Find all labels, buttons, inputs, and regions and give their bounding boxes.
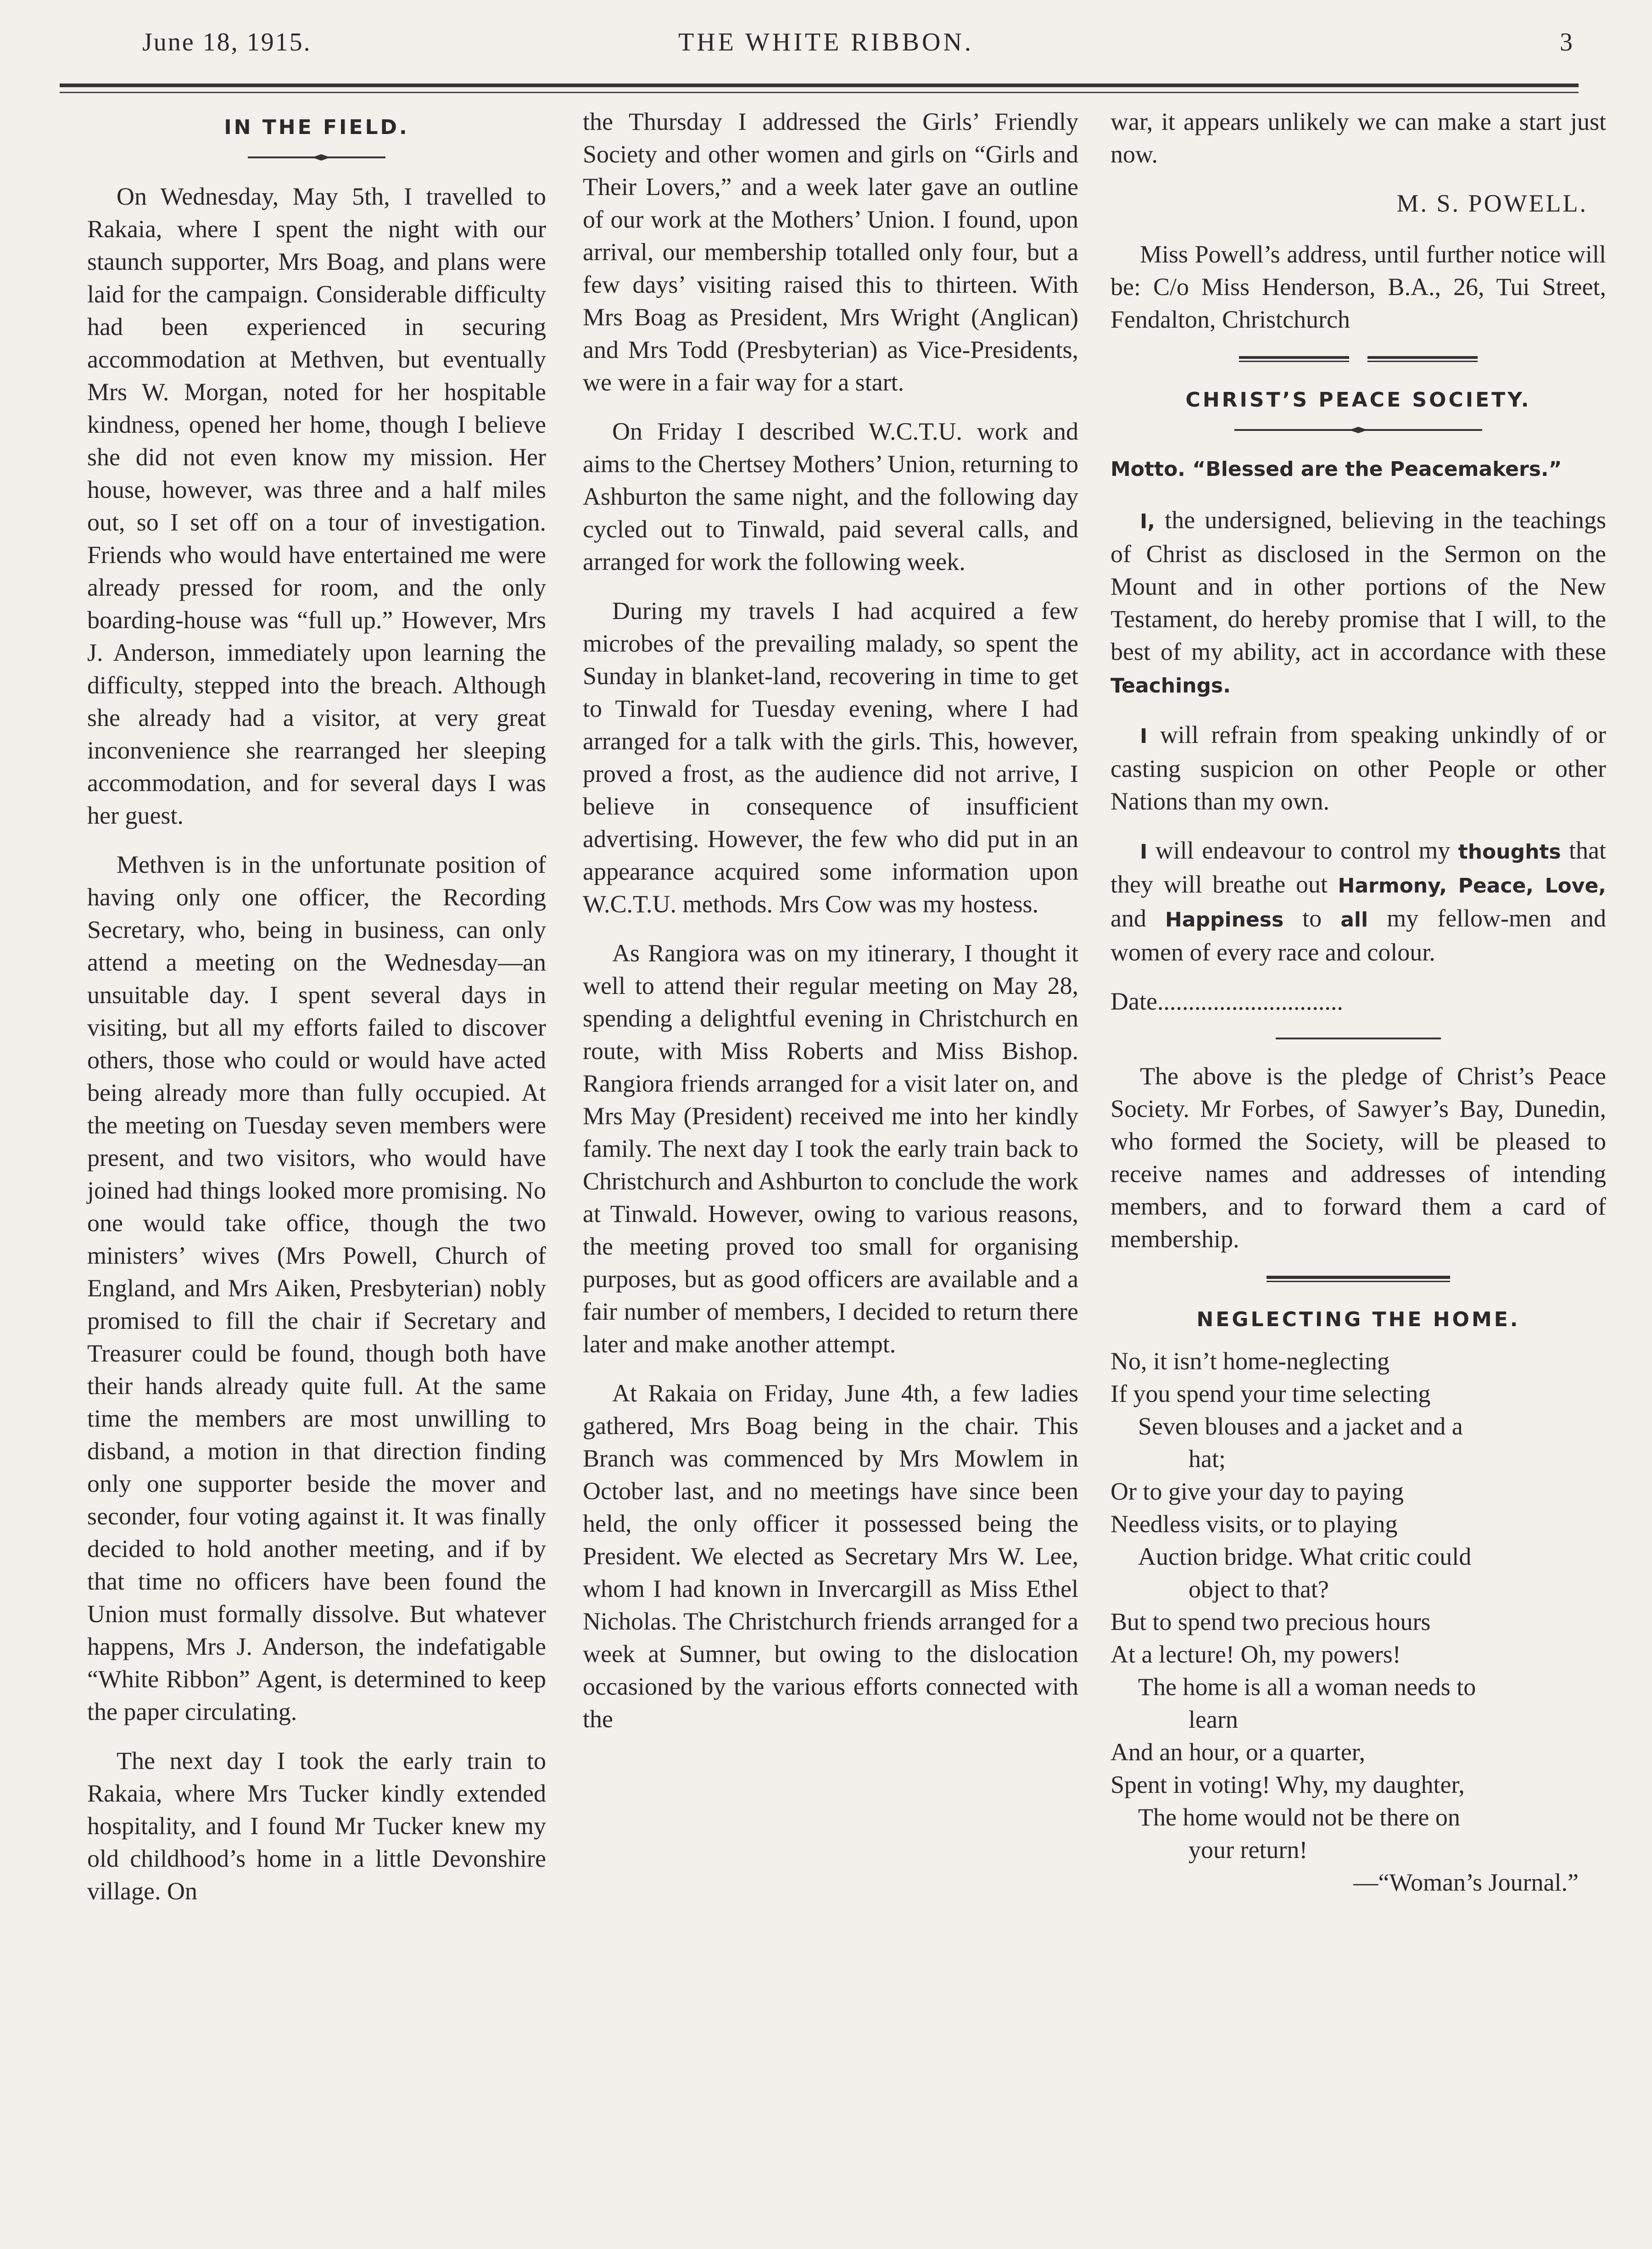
rule-divider [1276, 1036, 1441, 1042]
paragraph: Methven is in the unfortunate position of having only one officer, the Recording Secretary, who, being in business, can only attend a meeting on the Wednesday—an unsuitable day. I spent several days in visiting, but all my efforts failed to discover others, those who could or would have acted being already more than fully occupied. At the meeting on Tuesday seven members were present, and two visitors, who would have joined had things looked more promising. No one would take office, though the two ministers’ wives (Mrs Powell, Church of England, and Mrs Aiken, Presbyterian) nobly promised to fill the chair if Secretary and Treasurer could be found, though both have their hands already quite full. At the same time the members are most unwilling to disband, a motion in that direction finding only one supporter beside the mover and seconder, four voting against it. It was finally decided to hold another meeting, and if by that time no officers have been found the Union must formally dissolve. But whatever happens, Mrs J. Anderson, the indefatigable “White Ribbon” Agent, is determined to keep the paper circulating. [87, 851, 546, 1725]
article-heading: IN THE FIELD. [224, 116, 409, 139]
paragraph: The next day I took the early train to Rakaia, where Mrs Tucker kindly extended hospitality, and I found Mr Tucker knew my old childhood’s home in a little Devonshire village. On [87, 1747, 546, 1905]
poem-line: hat; [1189, 1445, 1226, 1473]
pledge-lead: I, [1140, 510, 1155, 533]
poem-line: your return! [1189, 1836, 1308, 1864]
column-1 [87, 106, 546, 1924]
pledge-paragraph: I, the undersigned, believing in the teachings of Christ as disclosed in the Sermon on the Mount and in other portions of the New Testament, do hereby promise that I will, to the best of my ability, act in accordance with these Teachings. [1111, 506, 1606, 698]
poem [1111, 1345, 1606, 1866]
poem-credit: —“Woman’s Journal.” [1353, 1869, 1579, 1896]
paragraph: war, it appears unlikely we can make a start just now. [1111, 108, 1606, 168]
paragraph: At Rakaia on Friday, June 4th, a few ladies gathered, Mrs Boag being in the chair. This Branch was commenced by Mrs Mowlem in October last, and no meetings have since been held, the only officer it possessed being the President. We elected as Secretary Mrs W. Lee, whom I had known in Invercargill as Miss Ethel Nicholas. The Christchurch friends arranged for a week at Sumner, but owing to the dislocation occasioned by the various efforts connected with the [583, 1379, 1078, 1733]
poem-line: And an hour, or a quarter, [1111, 1738, 1365, 1766]
poem-line: Needless visits, or to playing [1111, 1510, 1398, 1538]
header-rule [60, 84, 1579, 93]
page-number: 3 [1560, 28, 1574, 56]
poem-line: At a lecture! Oh, my powers! [1111, 1641, 1401, 1668]
motto: Motto. “Blessed are the Peacemakers.” [1111, 458, 1562, 481]
paragraph: As Rangiora was on my itinerary, I thought it well to attend their regular meeting on May 28, spending a delightful evening in Christchurch en route, with Miss Roberts and Miss Bishop. Rangiora friends arranged for a visit later on, and Mrs May (President) received me into her kindly family. The next day I took the early train back to Christchurch and Ashburton to conclude the work at Tinwald. However, owing to various reasons, the meeting proved too small for organising purposes, but as good officers are available and a fair number of members, I decided to return there later and make another attempt. [583, 939, 1078, 1358]
column-2 [583, 106, 1078, 1752]
ornament-divider [248, 153, 385, 162]
poem-line: If you spend your time selecting [1111, 1380, 1431, 1407]
column-3 [1111, 106, 1606, 1899]
poem-line: Or to give your day to paying [1111, 1478, 1404, 1505]
paragraph: During my travels I had acquired a few microbes of the prevailing malady, so spent the Sunday in blanket-land, recovering in time to get to Tinwald for Tuesday evening, where I had arranged for a talk with the girls. This, however, proved a frost, as the audience did not arrive, I believe in consequence of insufficient advertising. However, the few who did put in an appearance acquired some information upon W.C.T.U. methods. Mrs Cow was my hostess. [583, 597, 1078, 918]
newspaper-title: THE WHITE RIBBON. [678, 28, 974, 56]
paragraph: On Friday I described W.C.T.U. work and aims to the Chertsey Mothers’ Union, returning to Ashburton the same night, and the following day cycled out to Tinwald, paid several calls, and arranged for work the following week. [583, 418, 1078, 575]
poem-line: learn [1189, 1706, 1238, 1733]
double-rule-divider [1267, 1274, 1450, 1285]
paragraph: On Wednesday, May 5th, I travelled to Rakaia, where I spent the night with our staunch supporter, Mrs Boag, and plans were laid for the campaign. Considerable difficulty had been experienced in securing accommodation at Methven, but eventually Mrs W. Morgan, noted for her hospitable kindness, opened her home, though I believe she did not even know my mission. Her house, however, was three and a half miles out, so I set off on a tour of investigation. Friends who would have entertained me were already pressed for room, and the only boarding-house was “full up.” However, Mrs J. Anderson, immediately upon learning the difficulty, stepped into the breach. Although she already had a visitor, at very great inconvenience she rearranged her sleeping accommodation, and for several days I was her guest. [87, 183, 546, 829]
address-paragraph: Miss Powell’s address, until further notice will be: C/o Miss Henderson, B.A., 26, Tui Street, Fendalton, Christchurch [1111, 240, 1606, 333]
pledge-paragraph: I will refrain from speaking unkindly of or casting suspicion on other People or other Nations than my own. [1111, 721, 1606, 815]
peace-society-heading: CHRIST’S PEACE SOCIETY. [1185, 388, 1531, 412]
double-rule-divider [1239, 354, 1478, 365]
date-line: Date.............................. [1111, 988, 1343, 1015]
poem-line: object to that? [1189, 1575, 1329, 1603]
peace-note: The above is the pledge of Christ’s Peace Society. Mr Forbes, of Sawyer’s Bay, Dunedin, who formed the Society, will be pleased to receive names and addresses of intending members, and to forward them a card of membership. [1111, 1062, 1606, 1253]
poem-line: But to spend two precious hours [1111, 1608, 1431, 1635]
poem-line: The home would not be there on [1138, 1803, 1460, 1831]
poem-line: The home is all a woman needs to [1138, 1673, 1476, 1701]
page-header [60, 28, 1592, 69]
poem-line: No, it isn’t home-neglecting [1111, 1347, 1390, 1375]
paragraph: the Thursday I addressed the Girls’ Friendly Society and other women and girls on “Girls and Their Lovers,” and a week later gave an outline of our work at the Mothers’ Union. I found, upon arrival, our membership totalled only four, but a few days’ visiting raised this to thirteen. With Mrs Boag as President, Mrs Wright (Anglican) and Mrs Todd (Presbyterian) as Vice-Presidents, we were in a fair way for a start. [583, 108, 1078, 396]
pledge-paragraph: I will endeavour to control my thoughts that they will breathe out Harmony, Peace, Love, and Happiness to all my fellow-men and women of every race and colour. [1111, 837, 1606, 966]
poem-line: Seven blouses and a jacket and a [1138, 1412, 1463, 1440]
poem-heading: NEGLECTING THE HOME. [1196, 1308, 1520, 1331]
issue-date: June 18, 1915. [142, 28, 312, 56]
poem-line: Spent in voting! Why, my daughter, [1111, 1771, 1465, 1798]
ornament-divider [1234, 425, 1482, 435]
signature: M. S. POWELL. [1396, 190, 1588, 217]
poem-line: Auction bridge. What critic could [1138, 1543, 1472, 1570]
